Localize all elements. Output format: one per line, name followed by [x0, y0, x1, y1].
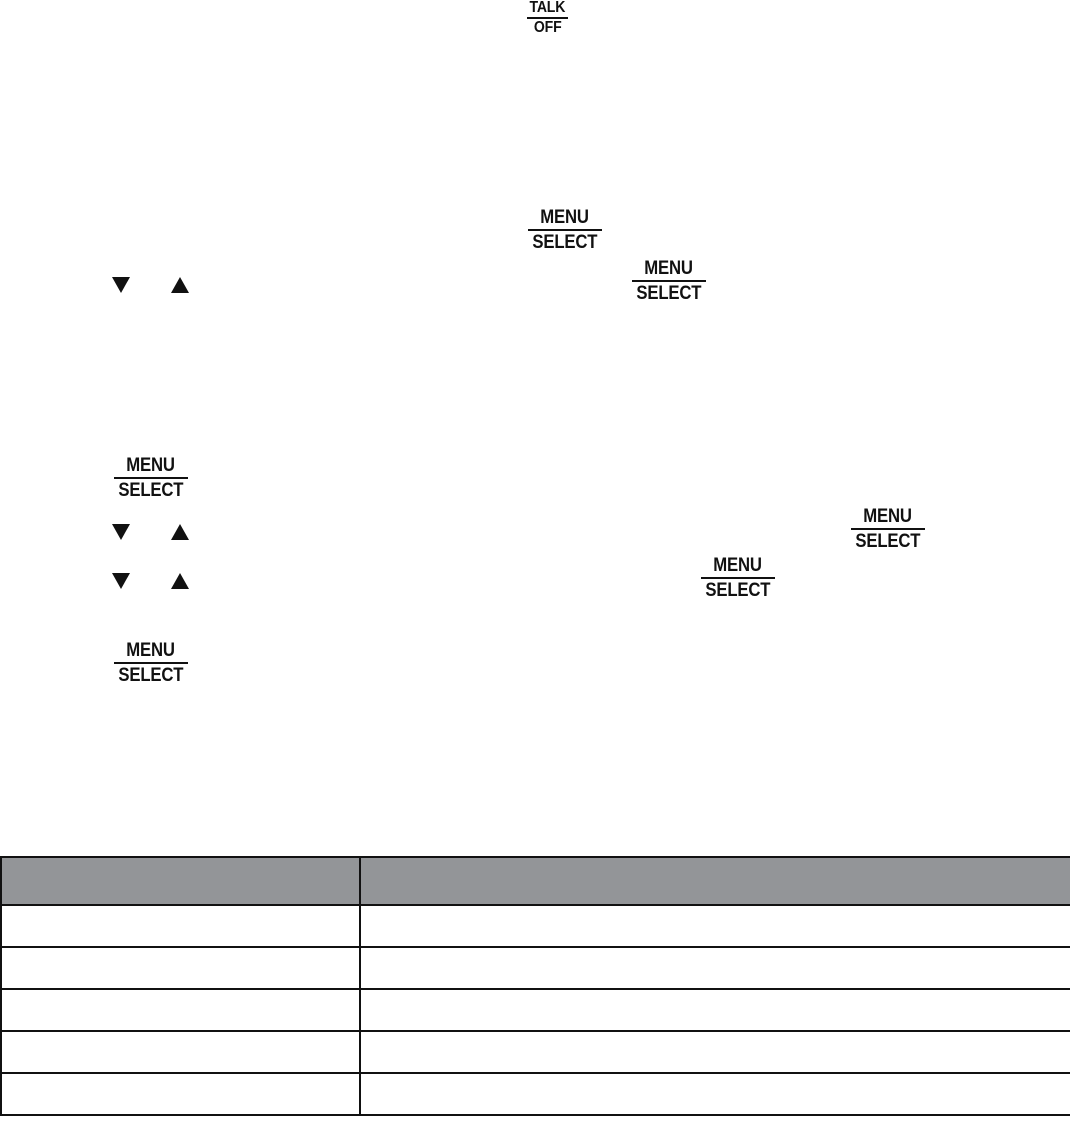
- table-row: [2, 988, 1070, 1030]
- select-key-label: SELECT: [118, 480, 184, 501]
- table-cell: [2, 906, 361, 946]
- select-key-label: SELECT: [855, 531, 921, 552]
- menu-select-key-icon: [701, 556, 775, 600]
- select-key-label: SELECT: [532, 232, 598, 253]
- menu-key-label: MENU: [126, 640, 176, 661]
- menu-key-label: MENU: [713, 555, 763, 576]
- menu-select-key-icon: [632, 259, 706, 303]
- menu-select-key-icon: [114, 641, 188, 685]
- table-row: [2, 904, 1070, 946]
- menu-key-label: MENU: [644, 258, 694, 279]
- down-arrow-icon: [112, 573, 130, 589]
- off-key-label: OFF: [533, 19, 562, 36]
- table-cell: [361, 1032, 1070, 1072]
- up-arrow-icon: [171, 277, 189, 293]
- table-row: [2, 946, 1070, 988]
- up-arrow-icon: [171, 573, 189, 589]
- table-cell: [2, 948, 361, 988]
- select-key-label: SELECT: [705, 580, 771, 601]
- talk-key-label: TALK: [529, 0, 566, 16]
- table-cell: [2, 990, 361, 1030]
- table-header-cell: [361, 858, 1070, 904]
- table-cell: [361, 906, 1070, 946]
- options-table: [0, 856, 1070, 1116]
- key-divider: [528, 229, 602, 231]
- table-header-cell: [2, 858, 361, 904]
- select-key-label: SELECT: [636, 283, 702, 304]
- table-cell: [2, 1074, 361, 1114]
- talk-off-key-icon: [527, 0, 568, 36]
- menu-key-label: MENU: [863, 506, 913, 527]
- key-divider: [114, 477, 188, 479]
- select-key-label: SELECT: [118, 665, 184, 686]
- table-row: [2, 1030, 1070, 1072]
- table-cell: [2, 1032, 361, 1072]
- down-arrow-icon: [112, 524, 130, 540]
- key-divider: [114, 662, 188, 664]
- table-cell: [361, 1074, 1070, 1114]
- table-header-row: [2, 858, 1070, 904]
- key-divider: [632, 280, 706, 282]
- menu-select-key-icon: [528, 208, 602, 252]
- key-divider: [701, 577, 775, 579]
- down-arrow-icon: [112, 277, 130, 293]
- key-divider: [851, 528, 925, 530]
- table-cell: [361, 948, 1070, 988]
- table-cell: [361, 990, 1070, 1030]
- menu-select-key-icon: [114, 456, 188, 500]
- menu-key-label: MENU: [540, 207, 590, 228]
- up-arrow-icon: [171, 524, 189, 540]
- menu-select-key-icon: [851, 507, 925, 551]
- menu-key-label: MENU: [126, 455, 176, 476]
- table-row: [2, 1072, 1070, 1114]
